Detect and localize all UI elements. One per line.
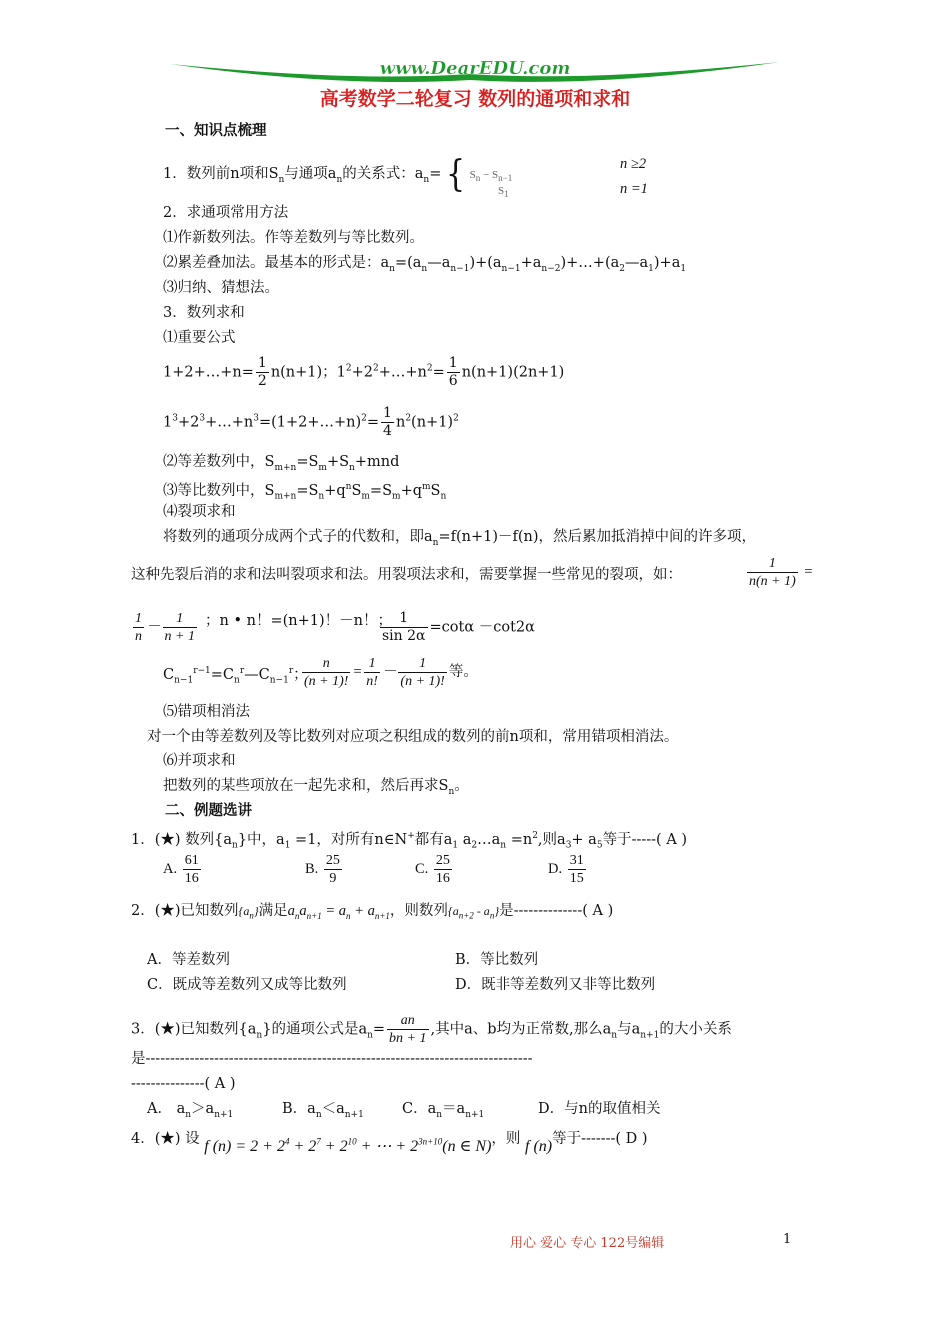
err-paragraph: 对一个由等差数列及等比数列对应项之积组成的数列的前n项和，常用错项相消法。 bbox=[147, 729, 679, 745]
q3-option-c: C．$a_n=a_{n+1}$ bbox=[402, 1101, 485, 1120]
q3-dashes: 是------------------------------------------------------------------------------- bbox=[131, 1051, 533, 1067]
sum-formula-1: 1+2+…+n= $\frac{1}{2}$ n(n+1)；$1^2+2^2+\dots+n^2=$ $\frac{1}{6}$ n(n+1)(2n+1) bbox=[163, 355, 565, 389]
q3-answer: ---------------( A ) bbox=[131, 1076, 236, 1092]
split-frac-2: $\frac{1}{n}$ － $\frac{1}{n + 1}$ bbox=[135, 611, 195, 644]
item3: 3．数列求和 bbox=[163, 305, 245, 321]
split-cot: $\frac{1}{\sin 2\alpha}$ =cotα －cot2α bbox=[382, 610, 535, 644]
section2-heading: 二、例题选讲 bbox=[165, 802, 252, 819]
q2-option-b: B．等比数列 bbox=[455, 952, 539, 968]
q2-option-d: D．既非等差数列又非等比数列 bbox=[455, 977, 656, 993]
split-paragraph-1: 将数列的通项分成两个式子的代数和，即$a_n=f(n+1)-f(n)$，然后累加抵消掉中间的许多项， bbox=[163, 529, 757, 548]
item2: 2．求通项常用方法 bbox=[163, 205, 289, 221]
split-heading: ⑷裂项求和 bbox=[163, 504, 236, 520]
q2-option-a: A．等差数列 bbox=[147, 952, 230, 968]
case-s1: $S_1$ bbox=[498, 185, 509, 200]
sum-formula-2: $1^3+2^3+\dots+n^3=(1+2+\dots+n)^2=$ $\frac{1}{4}$ $n^2(n+1)^2$ bbox=[163, 405, 459, 439]
method3: ⑶归纳、猜想法。 bbox=[163, 280, 279, 296]
page-title: 高考数学二轮复习 数列的通项和求和 bbox=[319, 88, 631, 110]
banner-text: www.DearEDU.com bbox=[379, 58, 571, 79]
q3-option-b: B．$a_n<a_{n+1}$ bbox=[282, 1101, 364, 1120]
split-comb: $C_{n-1}^{r-1}=C_n^r—C_{n-1}^r$； bbox=[163, 666, 308, 686]
question-1: 1．(★) 数列$\{a_n\}$中，$a_1 =1$，对所有n∈N+都有$a_1$ $a_2\dots a_n =n^2$,则$a_3+ a_5$等于-----( A ) bbox=[131, 831, 688, 851]
page-number: 1 bbox=[783, 1232, 792, 1247]
question-4: 4．(★) 设 f $(n) = 2 + 2^4 + 2^7 + 2^{10}$ + ⋯ + $2^{3n+10}(n$ ∈ N)，则 f (n)等于-------( D ) bbox=[131, 1131, 648, 1155]
split-paragraph-2: 这种先裂后消的求和法叫裂项求和法。用裂项法求和，需要掌握一些常见的裂项，如： bbox=[131, 567, 682, 583]
q2-option-c: C．既成等差数列又成等比数列 bbox=[147, 977, 347, 993]
arith-formula: ⑵等差数列中，$S_{m+n}=S_m+S_n+mnd$ bbox=[163, 454, 400, 473]
q1-option-d: D. $\frac{31}{15}$ bbox=[548, 853, 584, 886]
combine-heading: ⑹并项求和 bbox=[163, 753, 236, 769]
split-frac-1: $\frac{1}{n(n + 1)}$ = bbox=[749, 556, 814, 589]
question-2: 2．(★)已知数列$\{a_n\}$满足$a_na_{n+1} = a_n + a_{n+1}$，则数列$\{a_{n+2} - a_n\}$是--------------( A ) bbox=[131, 903, 614, 921]
method2: ⑵累差叠加法。最基本的形式是：$a_n=(a_n—a_{n-1})+(a_{n-1}+a_{n-2})+\dots+(a_2—a_1)+a_1$ bbox=[163, 255, 687, 274]
err-heading: ⑸错项相消法 bbox=[163, 704, 250, 720]
brace-icon: { bbox=[445, 153, 466, 196]
split-factorial: ；n • n！=(n+1)！－n！； bbox=[205, 613, 392, 629]
q3-option-d: D．与n的取值相关 bbox=[538, 1101, 661, 1117]
combine-paragraph: 把数列的某些项放在一起先求和，然后再求$S_n$。 bbox=[163, 778, 469, 797]
banner-swoosh bbox=[170, 58, 780, 84]
cond-n-eq-1: n =1 bbox=[620, 181, 648, 197]
method1: ⑴作新数列法。作等差数列与等比数列。 bbox=[163, 230, 424, 246]
section1-heading: 一、知识点梳理 bbox=[165, 122, 267, 139]
q3-option-a: A． $a_n>a_{n+1}$ bbox=[147, 1101, 234, 1120]
split-fact-frac: $\frac{n}{(n + 1)!}$ = $\frac{1}{n!}$ － $\frac{1}{(n + 1)!}$ 等。 bbox=[304, 656, 478, 689]
item1: 1．数列前n项和$S_n$与通项$a_n$的关系式：$a_n=$ { $S_n - S_{n-1}$ bbox=[163, 153, 513, 196]
q1-option-a: A. $\frac{61}{16}$ bbox=[163, 853, 199, 886]
q1-option-b: B. $\frac{25}{9}$ bbox=[305, 853, 340, 886]
q1-option-c: C. $\frac{25}{16}$ bbox=[415, 853, 450, 886]
question-3: 3．(★)已知数列$\{a_n\}$的通项公式是$a_n=$ $\frac{an}{bn + 1}$ ,其中a、b均为正常数,那么$a_n$与$a_{n+1}$的大小关系 bbox=[131, 1013, 732, 1046]
cond-n-ge-2: n ≥2 bbox=[620, 156, 647, 172]
formula-heading: ⑴重要公式 bbox=[163, 330, 236, 346]
footer-text: 用心 爱心 专心 122号编辑 bbox=[510, 1236, 665, 1251]
geom-formula: ⑶等比数列中，$S_{m+n}=S_n+q^nS_m=S_m+q^mS_n$ bbox=[163, 482, 447, 502]
